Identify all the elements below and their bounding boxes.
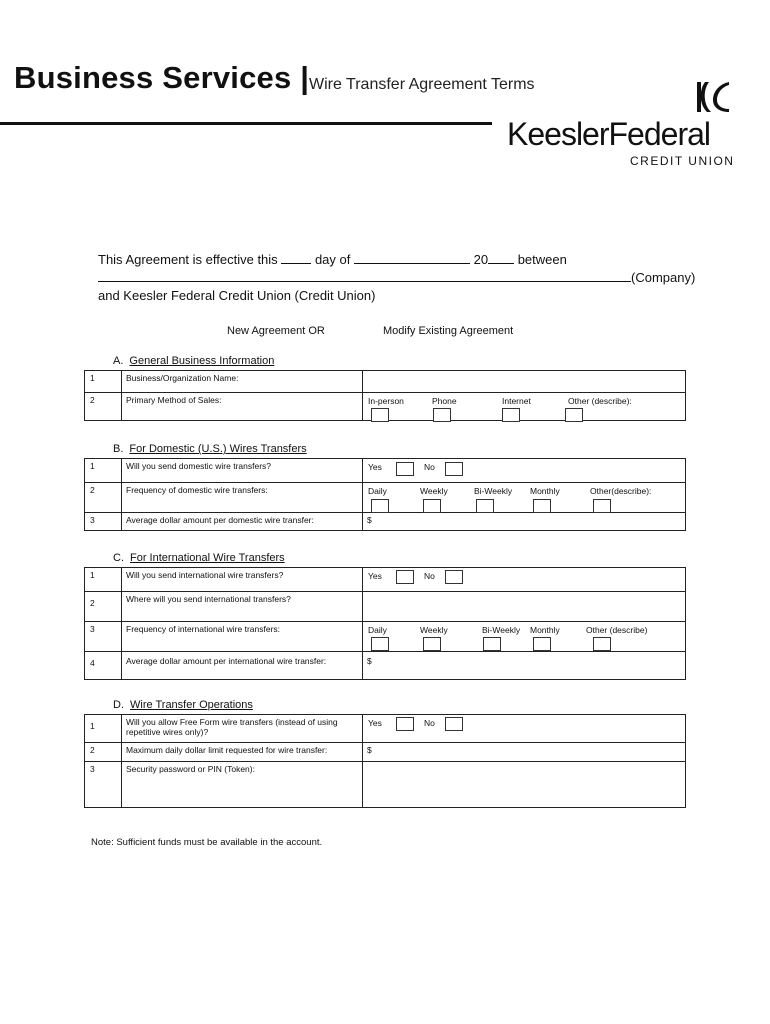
row-number: 2 xyxy=(85,483,122,513)
freeform-yes-checkbox[interactable] xyxy=(396,717,414,731)
row-number: 1 xyxy=(85,715,122,743)
table-row xyxy=(85,371,686,393)
row-number: 3 xyxy=(85,622,122,652)
option-label: Bi-Weekly xyxy=(474,486,513,496)
table-row xyxy=(85,459,686,483)
table-row xyxy=(85,715,686,743)
row-number: 2 xyxy=(85,743,122,762)
international-yes-no xyxy=(363,568,686,592)
security-pin-field[interactable] xyxy=(363,762,686,808)
table-row xyxy=(85,652,686,680)
row-number: 3 xyxy=(85,513,122,531)
section-a-heading xyxy=(113,355,274,367)
domestic-yes-no xyxy=(363,459,686,483)
row-number: 1 xyxy=(85,568,122,592)
international-frequency-options xyxy=(363,622,686,652)
option-label: Yes xyxy=(368,462,382,472)
row-number: 2 xyxy=(85,592,122,622)
effective-label: This Agreement is effective this xyxy=(98,252,278,267)
option-label: Yes xyxy=(368,718,382,728)
section-title: For International Wire Transfers xyxy=(130,552,285,564)
section-a-table xyxy=(84,370,686,421)
section-title: General Business Information xyxy=(129,355,275,367)
international-yes-checkbox[interactable] xyxy=(396,570,414,584)
table-row xyxy=(85,592,686,622)
row-number: 3 xyxy=(85,762,122,808)
option-label: Bi-Weekly xyxy=(482,625,521,635)
row-question: Average dollar amount per international wire transfer: xyxy=(122,652,363,680)
row-question: Where will you send international transfers? xyxy=(122,592,363,622)
other-sales-checkbox[interactable] xyxy=(565,408,583,422)
table-row xyxy=(85,393,686,421)
freeform-yes-no xyxy=(363,715,686,743)
option-label: Weekly xyxy=(420,486,448,496)
year-blank[interactable] xyxy=(488,251,514,264)
row-question: Will you allow Free Form wire transfers (instead of using repetitive wires only)? xyxy=(122,715,363,743)
option-label: Weekly xyxy=(420,625,448,635)
table-row xyxy=(85,483,686,513)
table-row xyxy=(85,568,686,592)
in-person-checkbox[interactable] xyxy=(371,408,389,422)
year-prefix: 20 xyxy=(473,252,489,267)
table-row xyxy=(85,743,686,762)
option-label: Monthly xyxy=(530,625,560,635)
international-no-checkbox[interactable] xyxy=(445,570,463,584)
section-d-table xyxy=(84,714,686,808)
domestic-yes-checkbox[interactable] xyxy=(396,462,414,476)
sales-method-options xyxy=(363,393,686,421)
option-label: Monthly xyxy=(530,486,560,496)
daily-limit-field[interactable]: $ xyxy=(363,743,686,762)
domestic-no-checkbox[interactable] xyxy=(445,462,463,476)
agreement-line-3: and Keesler Federal Credit Union (Credit Union) xyxy=(98,288,376,303)
international-daily-checkbox[interactable] xyxy=(371,637,389,651)
between-label: between xyxy=(517,252,567,267)
company-label: (Company) xyxy=(631,270,696,285)
row-number: 2 xyxy=(85,393,122,421)
section-letter: B. xyxy=(113,443,124,455)
international-other-checkbox[interactable] xyxy=(593,637,611,651)
option-label: No xyxy=(424,571,435,581)
section-c-table xyxy=(84,567,686,680)
agreement-line-1 xyxy=(98,251,567,267)
table-row xyxy=(85,762,686,808)
option-label: Internet xyxy=(502,396,531,406)
row-question: Security password or PIN (Token): xyxy=(122,762,363,808)
new-agreement-option[interactable]: New Agreement OR xyxy=(227,325,325,337)
section-d-heading xyxy=(113,699,253,711)
logo-name: KeeslerFederal xyxy=(507,116,710,152)
section-letter: A. xyxy=(113,355,124,367)
row-number: 1 xyxy=(85,459,122,483)
domestic-amount-field[interactable]: $ xyxy=(363,513,686,531)
domestic-weekly-checkbox[interactable] xyxy=(423,499,441,513)
row-question: Business/Organization Name: xyxy=(122,371,363,393)
title-separator: | xyxy=(300,60,310,95)
row-question: Frequency of domestic wire transfers: xyxy=(122,483,363,513)
option-label: Other(describe): xyxy=(590,486,652,496)
option-label: Other (describe) xyxy=(586,625,648,635)
option-label: Other (describe): xyxy=(568,396,632,406)
domestic-other-checkbox[interactable] xyxy=(593,499,611,513)
section-c-heading xyxy=(113,552,285,564)
option-label: Yes xyxy=(368,571,382,581)
row-question: Primary Method of Sales: xyxy=(122,393,363,421)
row-number: 4 xyxy=(85,652,122,680)
option-label: In-person xyxy=(368,396,404,406)
business-name-field[interactable] xyxy=(363,371,686,393)
title-text: Business Services xyxy=(14,60,292,95)
company-blank[interactable] xyxy=(98,269,631,282)
section-title: For Domestic (U.S.) Wires Transfers xyxy=(129,443,307,455)
funds-note: Note: Sufficient funds must be available in the account. xyxy=(91,837,323,848)
section-b-table xyxy=(84,458,686,531)
header-rule xyxy=(0,122,492,125)
domestic-daily-checkbox[interactable] xyxy=(371,499,389,513)
option-label: No xyxy=(424,718,435,728)
section-letter: D. xyxy=(113,699,124,711)
row-question: Will you send international wire transfers? xyxy=(122,568,363,592)
international-amount-field[interactable]: $ xyxy=(363,652,686,680)
page-title xyxy=(14,60,309,96)
section-b-heading xyxy=(113,443,307,455)
option-label: Phone xyxy=(432,396,457,406)
freeform-no-checkbox[interactable] xyxy=(445,717,463,731)
international-monthly-checkbox[interactable] xyxy=(533,637,551,651)
month-blank[interactable] xyxy=(354,251,470,264)
row-question: Frequency of international wire transfers: xyxy=(122,622,363,652)
day-blank[interactable] xyxy=(281,251,311,264)
page-subtitle: Wire Transfer Agreement Terms xyxy=(309,76,535,93)
modify-agreement-option[interactable]: Modify Existing Agreement xyxy=(383,325,514,337)
section-title: Wire Transfer Operations xyxy=(130,699,253,711)
option-label: Daily xyxy=(368,486,387,496)
row-number: 1 xyxy=(85,371,122,393)
international-biweekly-checkbox[interactable] xyxy=(483,637,501,651)
agreement-line-2 xyxy=(98,269,695,285)
keesler-logo-icon xyxy=(695,80,731,114)
internet-checkbox[interactable] xyxy=(502,408,520,422)
option-label: Daily xyxy=(368,625,387,635)
international-destinations-field[interactable] xyxy=(363,592,686,622)
row-question: Will you send domestic wire transfers? xyxy=(122,459,363,483)
phone-checkbox[interactable] xyxy=(433,408,451,422)
day-of-label: day of xyxy=(314,252,351,267)
row-question: Maximum daily dollar limit requested for wire transfer: xyxy=(122,743,363,762)
row-question: Average dollar amount per domestic wire transfer: xyxy=(122,513,363,531)
domestic-monthly-checkbox[interactable] xyxy=(533,499,551,513)
option-label: No xyxy=(424,462,435,472)
domestic-frequency-options xyxy=(363,483,686,513)
table-row xyxy=(85,622,686,652)
domestic-biweekly-checkbox[interactable] xyxy=(476,499,494,513)
international-weekly-checkbox[interactable] xyxy=(423,637,441,651)
logo-tagline: CREDIT UNION xyxy=(630,154,735,168)
table-row xyxy=(85,513,686,531)
section-letter: C. xyxy=(113,552,124,564)
